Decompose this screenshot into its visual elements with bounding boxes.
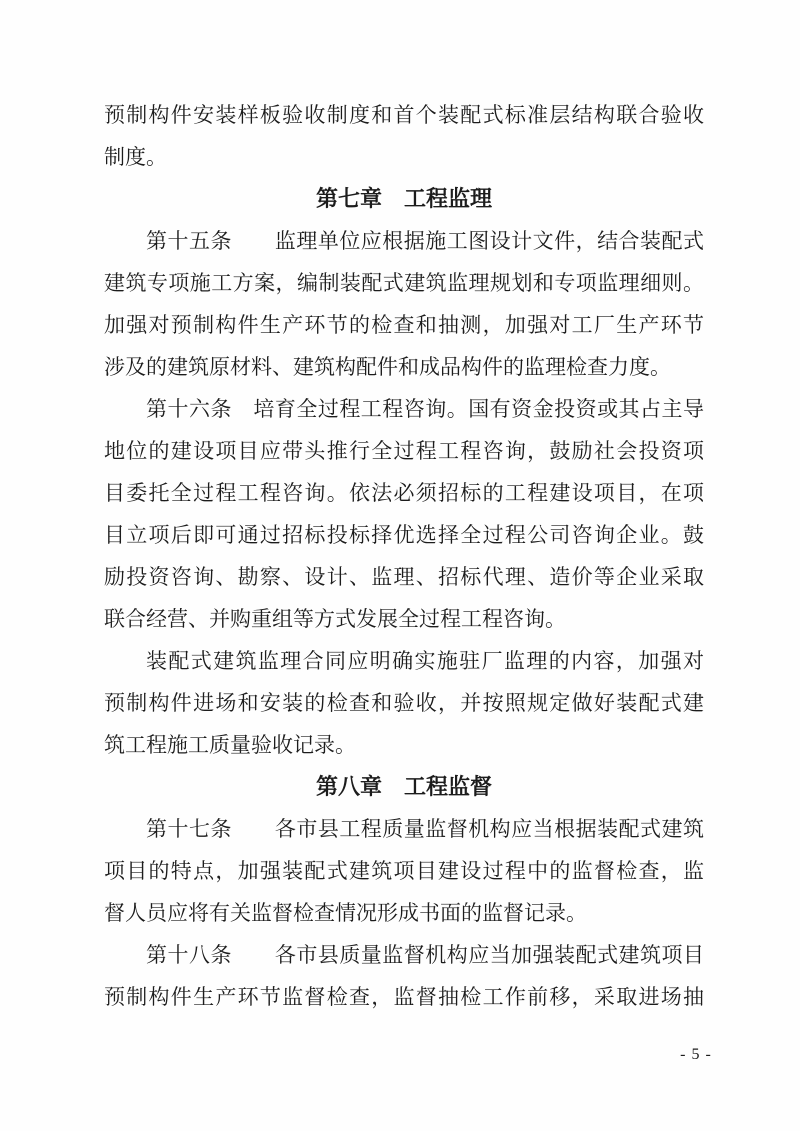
text-line: 涉及的建筑原材料、建筑构配件和成品构件的监理检查力度。 bbox=[104, 355, 671, 379]
text-line: 筑工程施工质量验收记录。 bbox=[104, 733, 356, 757]
chapter-heading: 第八章 工程监督 bbox=[315, 774, 492, 799]
text-line: 第十八条 各市县质量监督机构应当加强装配式建筑项目 bbox=[146, 943, 704, 967]
text-line: 预制构件生产环节监督检查，监督抽检工作前移，采取进场抽 bbox=[104, 985, 704, 1009]
text-line: 联合经营、并购重组等方式发展全过程工程咨询。 bbox=[104, 607, 566, 631]
text-line: 预制构件安装样板验收制度和首个装配式标准层结构联合验收 bbox=[104, 103, 704, 127]
text-line: 加强对预制构件生产环节的检查和抽测，加强对工厂生产环节 bbox=[104, 313, 704, 337]
text-line: 督人员应将有关监督检查情况形成书面的监督记录。 bbox=[104, 901, 587, 925]
text-line: 第十五条 监理单位应根据施工图设计文件，结合装配式 bbox=[146, 229, 704, 253]
document-body bbox=[104, 94, 704, 1018]
chapter-heading: 第七章 工程监理 bbox=[315, 186, 492, 211]
text-line: 励投资咨询、勘察、设计、监理、招标代理、造价等企业采取 bbox=[104, 565, 704, 589]
text-line: 地位的建设项目应带头推行全过程工程咨询，鼓励社会投资项 bbox=[104, 439, 704, 463]
text-line: 目委托全过程工程咨询。依法必须招标的工程建设项目，在项 bbox=[104, 481, 704, 505]
text-line: 装配式建筑监理合同应明确实施驻厂监理的内容，加强对 bbox=[146, 649, 704, 673]
text-line: 建筑专项施工方案，编制装配式建筑监理规划和专项监理细则。 bbox=[104, 271, 704, 295]
text-line: 第十六条 培育全过程工程咨询。国有资金投资或其占主导 bbox=[146, 397, 704, 421]
text-line: 目立项后即可通过招标投标择优选择全过程公司咨询企业。鼓 bbox=[104, 523, 704, 547]
text-line: 制度。 bbox=[104, 145, 167, 169]
text-line: 预制构件进场和安装的检查和验收，并按照规定做好装配式建 bbox=[104, 691, 704, 715]
page-number: - 5 - bbox=[680, 1046, 712, 1063]
text-line: 第十七条 各市县工程质量监督机构应当根据装配式建筑 bbox=[146, 817, 704, 841]
text-line: 项目的特点，加强装配式建筑项目建设过程中的监督检查，监 bbox=[104, 859, 704, 883]
